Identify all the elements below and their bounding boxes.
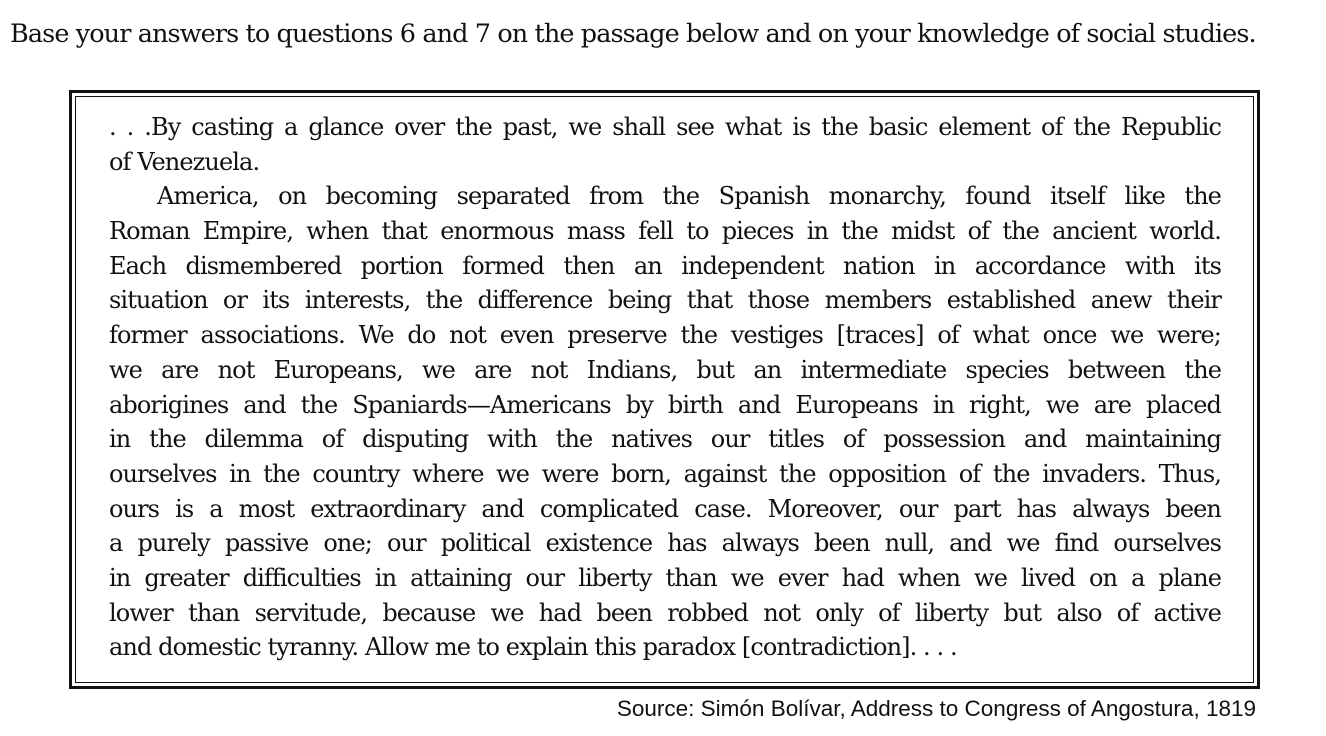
- passage-line: aborigines and the Spaniards—Americans by birth and Europeans in right, we are placed: [109, 390, 1221, 419]
- question-instruction: Base your answers to questions 6 and 7 on the passage below and on your knowledge of social studies.: [10, 19, 1256, 49]
- source-citation: Source: Simón Bolívar, Address to Congress of Angostura, 1819: [616, 696, 1256, 721]
- passage-line: in greater difficulties in attaining our liberty than we ever had when we lived on a plane: [109, 563, 1221, 592]
- passage-line: America, on becoming separated from the Spanish monarchy, found itself like the: [157, 182, 1221, 211]
- passage-line: lower than servitude, because we had been robbed not only of liberty but also of active: [109, 598, 1221, 627]
- passage-line: a purely passive one; our political existence has always been null, and we find ourselves: [109, 529, 1221, 558]
- passage-line: of Venezuela.: [109, 147, 260, 176]
- passage-line: we are not Europeans, we are not Indians, but an intermediate species between the: [109, 355, 1221, 384]
- passage-line: ours is a most extraordinary and complicated case. Moreover, our part has always been: [109, 494, 1221, 523]
- passage-line: . . .By casting a glance over the past, we shall see what is the basic element of the Republic: [109, 113, 1221, 141]
- passage-line: ourselves in the country where we were born, against the opposition of the invaders. Thus,: [109, 459, 1221, 488]
- passage-text: [109, 110, 1221, 665]
- passage-line: and domestic tyranny. Allow me to explain this paradox [contradiction]. . . .: [109, 633, 957, 662]
- passage-line: Each dismembered portion formed then an independent nation in accordance with its: [109, 251, 1221, 280]
- passage-line: in the dilemma of disputing with the natives our titles of possession and maintaining: [109, 425, 1221, 454]
- passage-line: Roman Empire, when that enormous mass fell to pieces in the midst of the ancient world.: [109, 217, 1221, 246]
- passage-line: former associations. We do not even preserve the vestiges [traces] of what once we were;: [109, 321, 1221, 350]
- passage-line: situation or its interests, the difference being that those members established anew their: [109, 286, 1221, 315]
